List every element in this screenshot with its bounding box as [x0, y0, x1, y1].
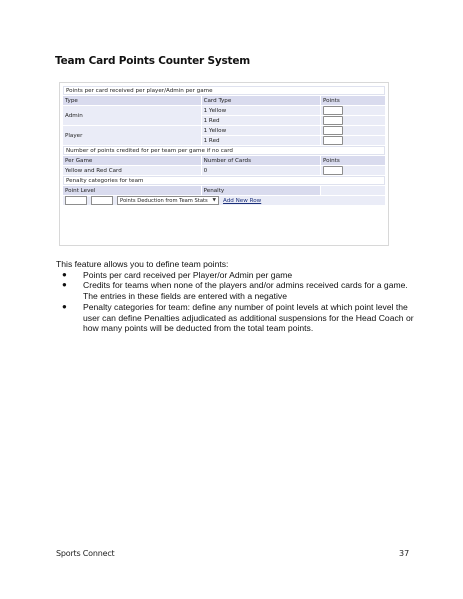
column-header-row	[63, 156, 385, 165]
page-title: Team Card Points Counter System	[55, 55, 251, 67]
intro-paragraph: This feature allows you to define team points:	[56, 259, 229, 269]
column-header-penalty: Penalty	[202, 186, 320, 195]
column-header-type: Type	[63, 96, 201, 105]
card-points-table	[62, 85, 386, 206]
section-header-points-per-card	[63, 86, 385, 95]
column-header-empty	[321, 186, 385, 195]
card-type-red: 1 Red	[202, 136, 320, 145]
footer-brand: Sports Connect	[56, 549, 115, 558]
number-of-cards-value: 0	[202, 166, 320, 175]
admin-red-points-input[interactable]	[323, 116, 343, 125]
column-header-card-type: Card Type	[202, 96, 320, 105]
points-cell	[321, 136, 385, 145]
column-header-points: Points	[321, 96, 385, 105]
list-item	[56, 302, 416, 334]
penalty-select[interactable]	[117, 196, 219, 205]
chevron-down-icon: ▼	[212, 198, 216, 203]
no-card-credit-points-input[interactable]	[323, 166, 343, 175]
feature-list	[56, 270, 416, 334]
bullet-icon: ●	[62, 269, 67, 279]
column-header-point-level: Point Level	[63, 186, 201, 195]
page-number: 37	[399, 549, 410, 558]
list-item	[56, 270, 416, 281]
new-penalty-controls	[63, 196, 385, 205]
bullet-icon: ●	[62, 280, 67, 290]
point-level-from-input[interactable]	[65, 196, 87, 205]
card-type-red: 1 Red	[202, 116, 320, 125]
column-header-per-game: Per Game	[63, 156, 201, 165]
column-header-points: Points	[321, 156, 385, 165]
list-item	[56, 280, 416, 301]
bullet-icon: ●	[62, 301, 67, 311]
section-header-no-card-credit	[63, 146, 385, 155]
column-header-row	[63, 96, 385, 105]
card-type-yellow: 1 Yellow	[202, 126, 320, 135]
table-row-player-yellow	[63, 126, 385, 135]
points-cell	[321, 166, 385, 175]
add-new-row-link[interactable]: Add New Row	[223, 197, 262, 204]
list-item-text: Points per card received per Player/or Admin per game	[83, 269, 293, 280]
point-level-to-input[interactable]	[91, 196, 113, 205]
table-row-admin-yellow	[63, 106, 385, 115]
points-cell	[321, 116, 385, 125]
column-header-number-of-cards: Number of Cards	[202, 156, 320, 165]
section-title: Penalty categories for team	[63, 176, 385, 185]
player-yellow-points-input[interactable]	[323, 126, 343, 135]
table-row-yellow-red	[63, 166, 385, 175]
settings-panel-screenshot	[59, 82, 389, 246]
section-title: Number of points credited for per team per game if no card	[63, 146, 385, 155]
body-text	[56, 259, 416, 334]
admin-label: Admin	[63, 106, 201, 125]
player-label: Player	[63, 126, 201, 145]
player-red-points-input[interactable]	[323, 136, 343, 145]
column-header-row	[63, 186, 385, 195]
section-title: Points per card received per player/Admin per game	[63, 86, 385, 95]
admin-yellow-points-input[interactable]	[323, 106, 343, 115]
list-item-text: Credits for teams when none of the players and/or admins received cards for a game. The entries in these fields are entered with a negative	[83, 280, 408, 302]
section-header-penalty-categories	[63, 176, 385, 185]
card-type-yellow: 1 Yellow	[202, 106, 320, 115]
new-penalty-row	[63, 196, 385, 205]
list-item-text: Penalty categories for team: define any number of point levels at which point level the user can define Penalties adjudicated as additional suspensions for the Head Coach or how many points will be deducted from the total team points.	[83, 301, 414, 334]
points-cell	[321, 106, 385, 115]
yellow-red-label: Yellow and Red Card	[63, 166, 201, 175]
penalty-select-value: Points Deduction from Team Stats	[120, 197, 208, 204]
points-cell	[321, 126, 385, 135]
